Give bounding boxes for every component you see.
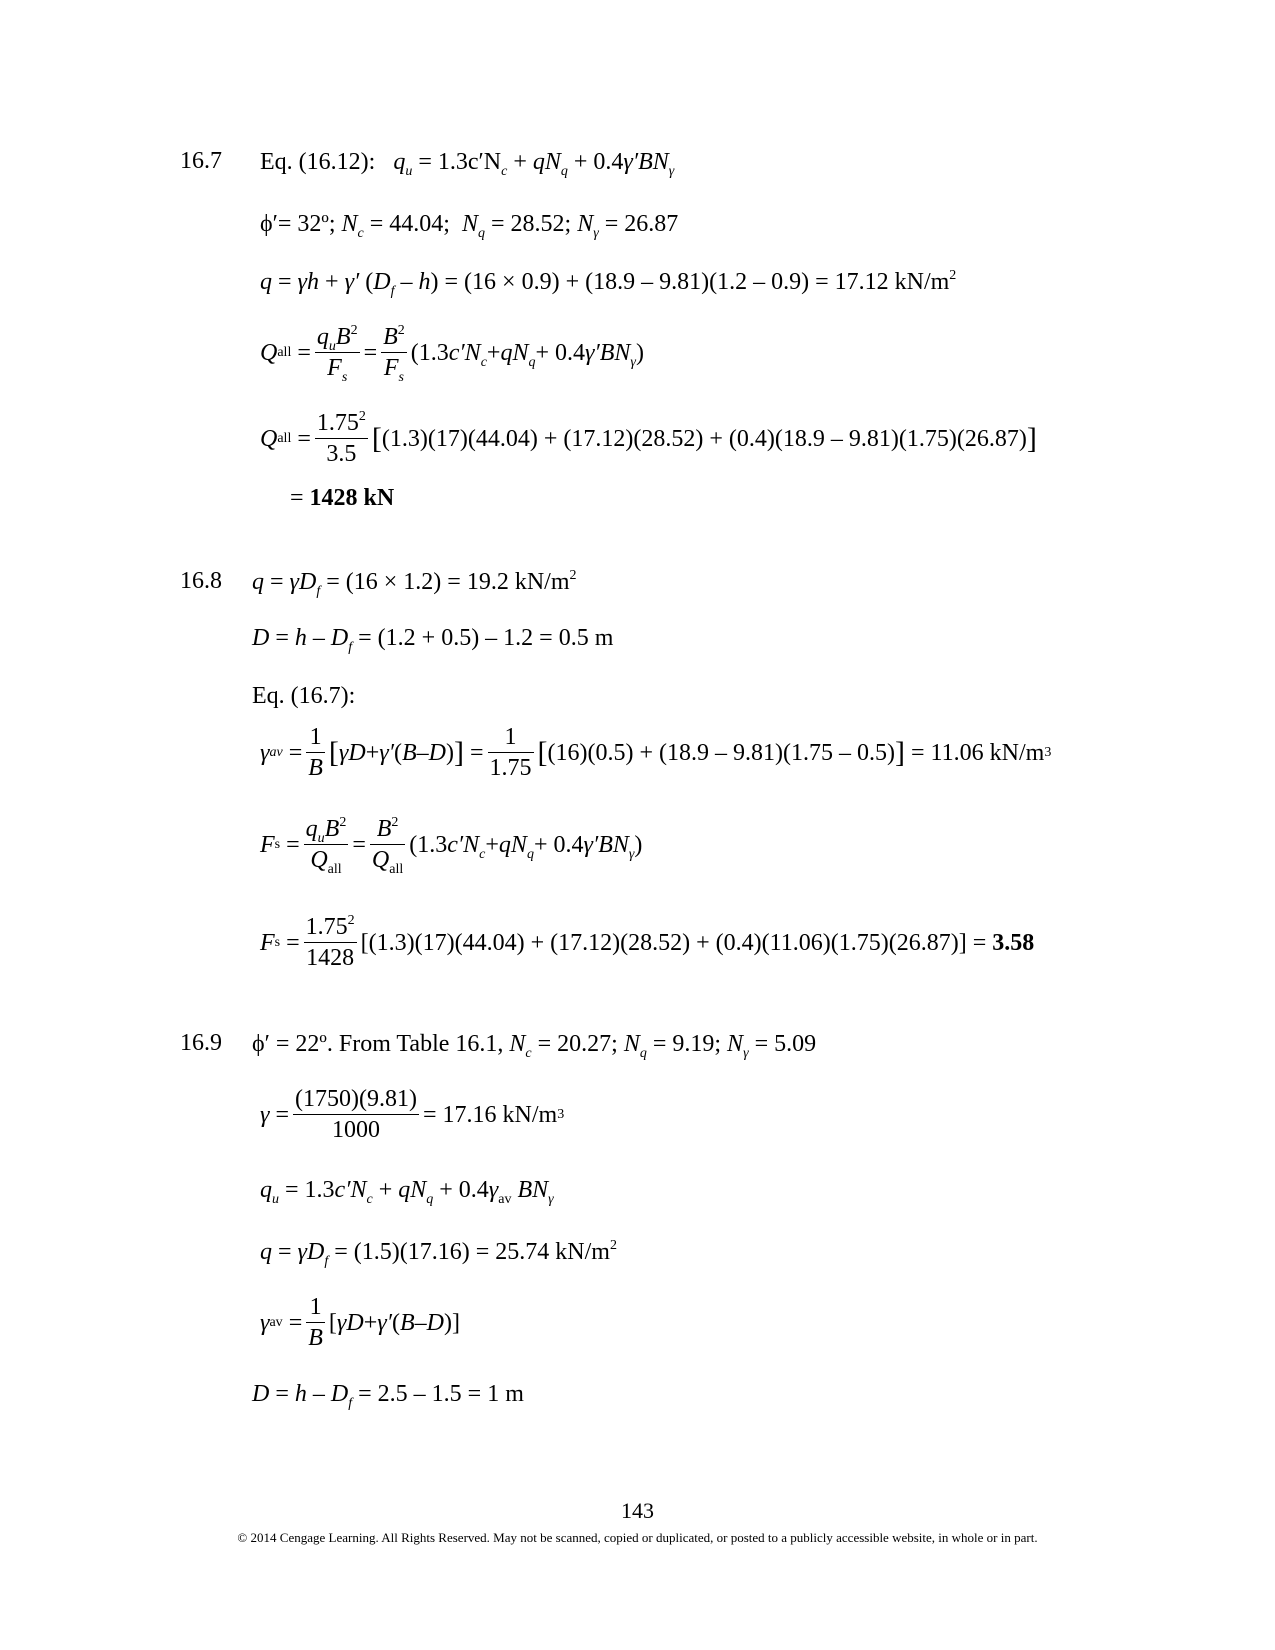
unit-weight-result: = 17.16 kN/m: [422, 1101, 558, 1128]
fs-bracket-terms: [(1.3)(17)(44.04) + (17.12)(28.52) + (0.4)(11.06)(1.75)(26.87)] =: [360, 929, 987, 956]
gamma-av-line-16-9: γ av = $\frac{1}{B}$ [ γD + γ′ ( B – D )]: [260, 1294, 460, 1351]
copyright-notice: © 2014 Cengage Learning. All Rights Reserved. May not be scanned, copied or duplicated, or posted to a publicly accessible website, in whole or in part.: [237, 1530, 1038, 1545]
qall-result: = 1428 kN: [290, 485, 395, 511]
gamma-av-result: = 11.06 kN/m: [911, 739, 1045, 766]
problem-number-16-9: 16.9: [180, 1030, 222, 1056]
qall-bracket-terms: (1.3)(17)(44.04) + (17.12)(28.52) + (0.4)(18.9 – 9.81)(1.75)(26.87): [381, 425, 1027, 452]
unit-weight-frac: $\frac{(1750)(9.81)}{1000}$: [295, 1086, 417, 1143]
one-over-175-frac: $\frac{1}{1.75}$: [489, 724, 532, 781]
unit-weight-line-16-9: γ = $\frac{(1750)(9.81)}{1000}$ = 17.16 kN/m 3: [260, 1086, 565, 1143]
overburden-q-line-16-9: $q = \gamma D_f = (1.5)(17.16) = 25.74$ $kN/m^2$: [260, 1238, 617, 1269]
one-over-b-frac-16-9: $\frac{1}{B}$: [308, 1294, 323, 1351]
d-line-16-8: $D = h - D_f = (1.2 + 0.5) - 1.2 = 0.5$ m: [252, 625, 614, 655]
one-over-b-frac: $\frac{1}{B}$: [308, 724, 323, 781]
qall-frac-2: $\frac{B^2}{F_s}$: [383, 323, 405, 385]
bearing-factors-line-16-9: ϕ′ = 22º. From Table 16.1, $N_c = 20.27$; $N_q = 9.19$; $N_\gamma = 5.09$: [252, 1031, 817, 1061]
overburden-q-line-16-8: $q = \gamma D_f = (16 \times 1.2) = 19.2$ $kN/m^2$: [252, 568, 577, 599]
phi-table-ref: ϕ′ = 22º. From Table 16.1,: [252, 1031, 510, 1057]
qall-numeric-line: Q all = $\frac{1.75^2}{3.5}$ [ (1.3)(17)(44.04) + (17.12)(28.52) + (0.4)(18.9 – 9.81)(1.75)(26.87) ]: [260, 409, 1037, 467]
problem-number-16-7: 16.7: [180, 148, 222, 174]
qu-formula-head: 1.3c′N: [437, 149, 502, 175]
qall-result-value: 1428 kN: [309, 485, 395, 511]
qu-line-16-9: $q_u = 1.3c'N_c + qN_q + 0.4\gamma_{av}$ $BN_\gamma$: [260, 1177, 554, 1207]
fs-frac-2: $\frac{B^2}{Q_{all}}$: [371, 815, 404, 877]
eq-16-12-line: Eq. (16.12): $q_u = 1.3c'N_c + qN_q + 0.4\gamma'BN_\gamma$: [260, 149, 675, 179]
fs-formula-line: F s = $\frac{q_uB^2}{Q_{all}}$ = $\frac{B^2}{Q_{all}}$ (1.3 $c'N_c$ + $qN_q$ + 0.4 $\gamma'BN_\gamma$ ): [260, 815, 643, 877]
nq-value: = 28.52;: [490, 211, 572, 237]
problem-number-16-8: 16.8: [180, 568, 222, 594]
d-calc-16-8: = (1.2 + 0.5) – 1.2 = 0.5 m: [358, 625, 614, 651]
phi-value: ϕ′= 32º;: [260, 211, 342, 237]
q-unit-exp: 2: [949, 268, 957, 283]
q-calc-16-8: = (16 × 1.2) = 19.2 kN/m: [326, 569, 570, 595]
overburden-q-line-16-7: q = γh + γ′ $(D_f - h) = (16 \times 0.9) + (18.9 - 9.81)(1.2 - 0.9) = 17.12$ $kN/m^2$: [260, 268, 957, 299]
eq-ref-16-12: Eq. (16.12):: [260, 149, 376, 175]
qall-numeric-frac: $\frac{1.75^2}{3.5}$: [316, 409, 366, 467]
gamma-bracket-terms: (16)(0.5) + (18.9 – 9.81)(1.75 – 0.5): [547, 739, 896, 766]
ngamma-value: = 26.87: [604, 211, 679, 237]
qall-formula-line: Q all = $\frac{q_uB^2}{F_s}$ = $\frac{B^2}{F_s}$ (1.3 $c'N_c$ + $qN_q$ + 0.4 $\gamma'BN_\gamma$ ): [260, 323, 644, 385]
eq-ref-16-7: Eq. (16.7):: [252, 683, 356, 709]
nc-value: = 44.04;: [369, 211, 450, 237]
page-number: 143: [621, 1498, 654, 1523]
d-line-16-9: $D = h - D_f = 2.5 - 1.5 = 1$ m: [252, 1381, 524, 1411]
fs-numeric-line: F s = $\frac{1.75^2}{1428}$ [(1.3)(17)(44.04) + (17.12)(28.52) + (0.4)(11.06)(1.75)(26.87)] = 3.58: [260, 913, 1035, 971]
fs-frac-1: $\frac{q_uB^2}{Q_{all}}$: [305, 815, 347, 877]
bearing-factors-line-16-7: ϕ′= 32º; $N_c = 44.04$; $N_q = 28.52$; $N_\gamma = 26.87$: [260, 211, 679, 241]
gamma-av-line-16-8: γ av = $\frac{1}{B}$ [ γD + γ′ ( B – D ) ] = $\frac{1}{1.75}$ [ (16)(0.5) + (18.9 – 9.81)(1.75 – 0.5) ] = 11.06 kN/m 3: [260, 724, 1052, 781]
fs-result-value: 3.58: [992, 929, 1035, 956]
q-calc: (16 × 0.9) + (18.9 – 9.81)(1.2 – 0.9) = 17.12 kN/m: [464, 269, 950, 295]
fs-numeric-frac: $\frac{1.75^2}{1428}$: [305, 913, 355, 971]
qall-frac-1: $\frac{q_uB^2}{F_s}$: [316, 323, 358, 385]
